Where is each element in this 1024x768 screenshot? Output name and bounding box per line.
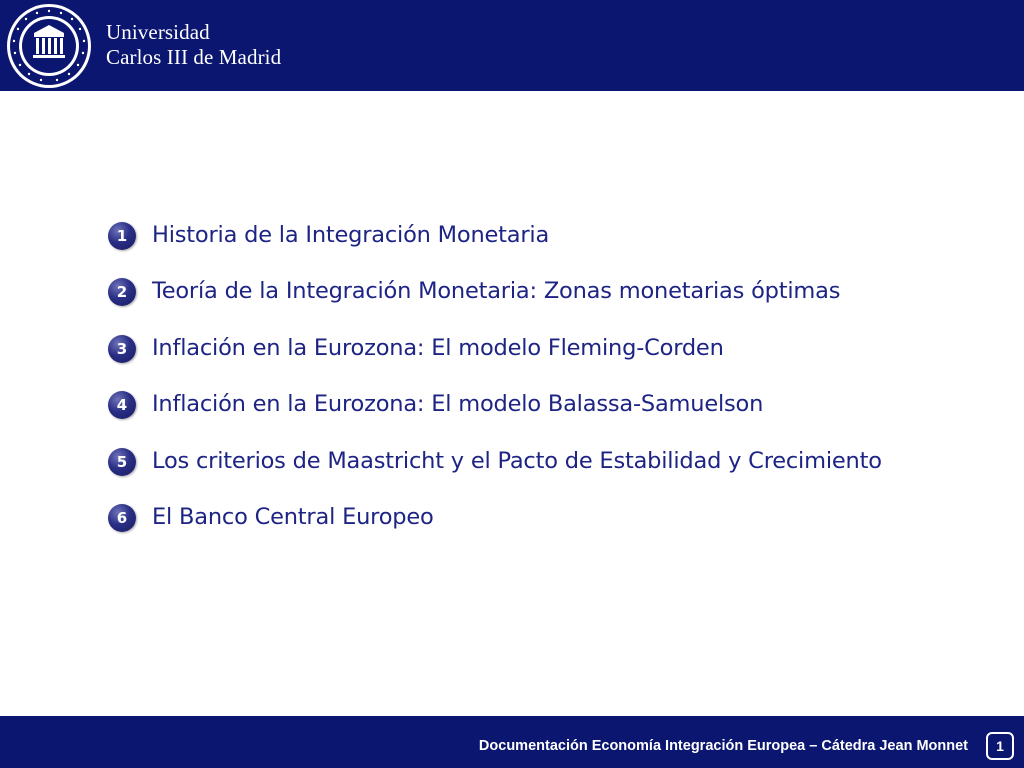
outline-item-label: Los criterios de Maastricht y el Pacto de Estabilidad y Crecimiento	[152, 447, 882, 474]
outline-item	[108, 275, 882, 331]
outline-item-label: Inflación en la Eurozona: El modelo Fleming-Corden	[152, 334, 724, 361]
item-number-badge: 4	[108, 391, 136, 419]
university-name-line1: Universidad	[106, 20, 210, 44]
footer-bar	[0, 716, 1024, 768]
outline-item	[108, 388, 882, 444]
outline-list	[108, 219, 882, 557]
item-number-badge: 1	[108, 222, 136, 250]
outline-item-label: Inflación en la Eurozona: El modelo Balassa-Samuelson	[152, 391, 764, 418]
page-number: 1	[986, 732, 1014, 760]
outline-item	[108, 332, 882, 388]
item-number-badge: 2	[108, 278, 136, 306]
footer-text: Documentación Economía Integración Europea – Cátedra Jean Monnet	[478, 738, 968, 754]
header-bar	[0, 0, 1024, 91]
outline-item-label: Historia de la Integración Monetaria	[152, 222, 550, 248]
university-name-line2: Carlos III de Madrid	[106, 45, 282, 69]
outline-item-label: El Banco Central Europeo	[152, 503, 434, 530]
outline-item	[108, 501, 882, 557]
outline-item	[108, 445, 882, 501]
item-number-badge: 6	[108, 504, 136, 532]
outline-item	[108, 219, 882, 275]
university-name	[106, 20, 281, 70]
outline-item-label: Teoría de la Integración Monetaria: Zonas monetarias óptimas	[152, 278, 841, 305]
university-seal-icon	[6, 3, 92, 89]
item-number-badge: 5	[108, 448, 136, 476]
item-number-badge: 3	[108, 335, 136, 363]
